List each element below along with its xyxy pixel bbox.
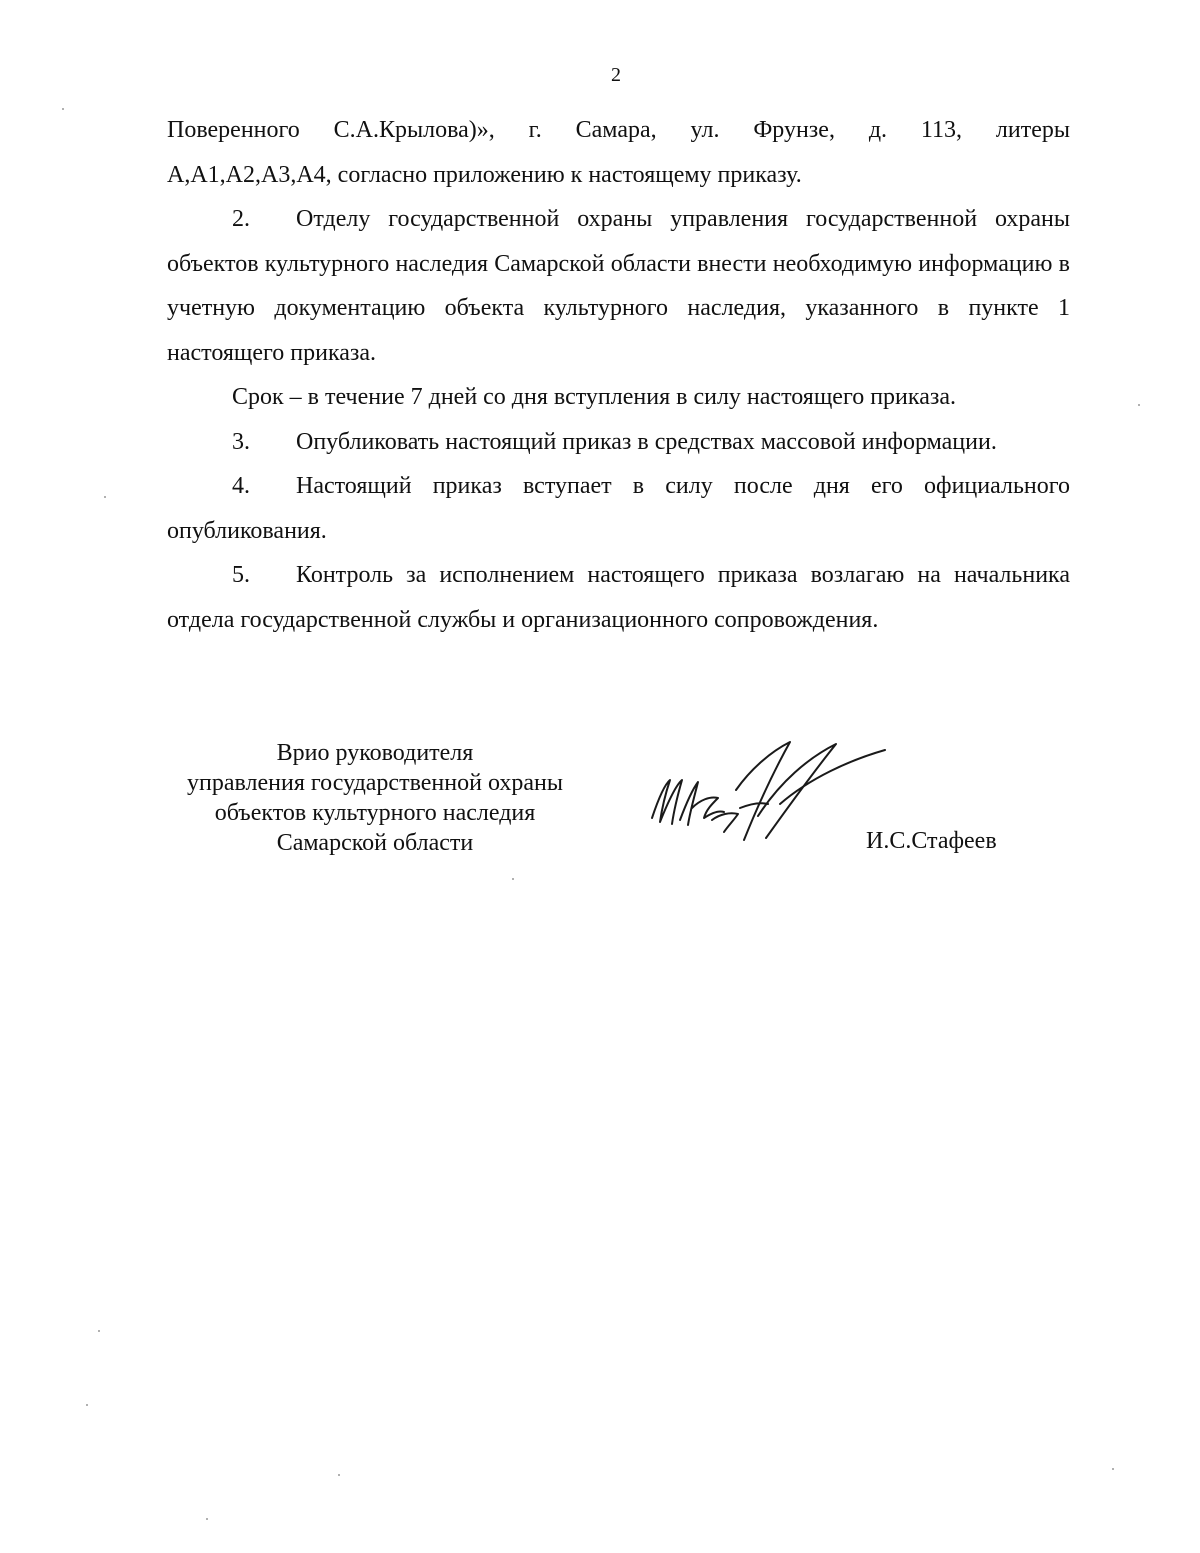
document-body	[167, 108, 1070, 642]
item-text-2: Отделу государственной охраны управления государственной охраны объектов культурного наследия Самарской области внести необходимую информацию в учетную документацию объекта культурного наследия, указанного в пункте 1 настоящего приказа.	[167, 206, 1070, 366]
position-line-1: Врио руководителя	[276, 740, 474, 766]
position-line-2: управления государственной охраны	[187, 770, 563, 796]
paragraph-1-line-2: А,А1,А2,А3,А4, согласно приложению к настоящему приказу.	[167, 161, 802, 188]
scan-speck	[98, 1330, 100, 1332]
paragraph-item-4	[167, 464, 1070, 553]
item-text-3: Опубликовать настоящий приказ в средствах массовой информации.	[296, 428, 997, 455]
paragraph-item-2	[167, 197, 1070, 375]
scan-speck	[62, 108, 64, 110]
scan-speck	[338, 1474, 340, 1476]
handwritten-signature	[640, 730, 890, 850]
scan-speck	[512, 878, 514, 880]
paragraph-item-5	[167, 553, 1070, 642]
scan-speck	[86, 1404, 88, 1406]
item-text-5: Контроль за исполнением настоящего приказа возлагаю на начальника отдела государственной службы и организационного сопровождения.	[167, 562, 1070, 633]
scan-speck	[104, 496, 106, 498]
item-text-4: Настоящий приказ вступает в силу после дня его официального опубликования.	[167, 473, 1070, 544]
paragraph-item-3	[167, 420, 1070, 465]
item-number-3: 3.	[232, 428, 250, 455]
signer-name: И.С.Стафеев	[866, 828, 997, 854]
scan-speck	[206, 1518, 208, 1520]
page-number: 2	[611, 64, 621, 86]
item-number-2: 2.	[232, 206, 250, 232]
signatory-position	[160, 738, 590, 858]
scan-speck	[1112, 1468, 1114, 1470]
item-number-5: 5.	[232, 562, 250, 588]
position-line-4: Самарской области	[276, 830, 474, 856]
paragraph-deadline: Срок – в течение 7 дней со дня вступления в силу настоящего приказа.	[232, 384, 956, 410]
item-number-4: 4.	[232, 473, 250, 499]
paragraph-1-line-1: Поверенного С.А.Крылова)», г. Самара, ул. Фрунзе, д. 113, литеры	[167, 117, 1070, 143]
scan-speck	[1138, 404, 1140, 406]
position-line-3: объектов культурного наследия	[214, 800, 536, 826]
